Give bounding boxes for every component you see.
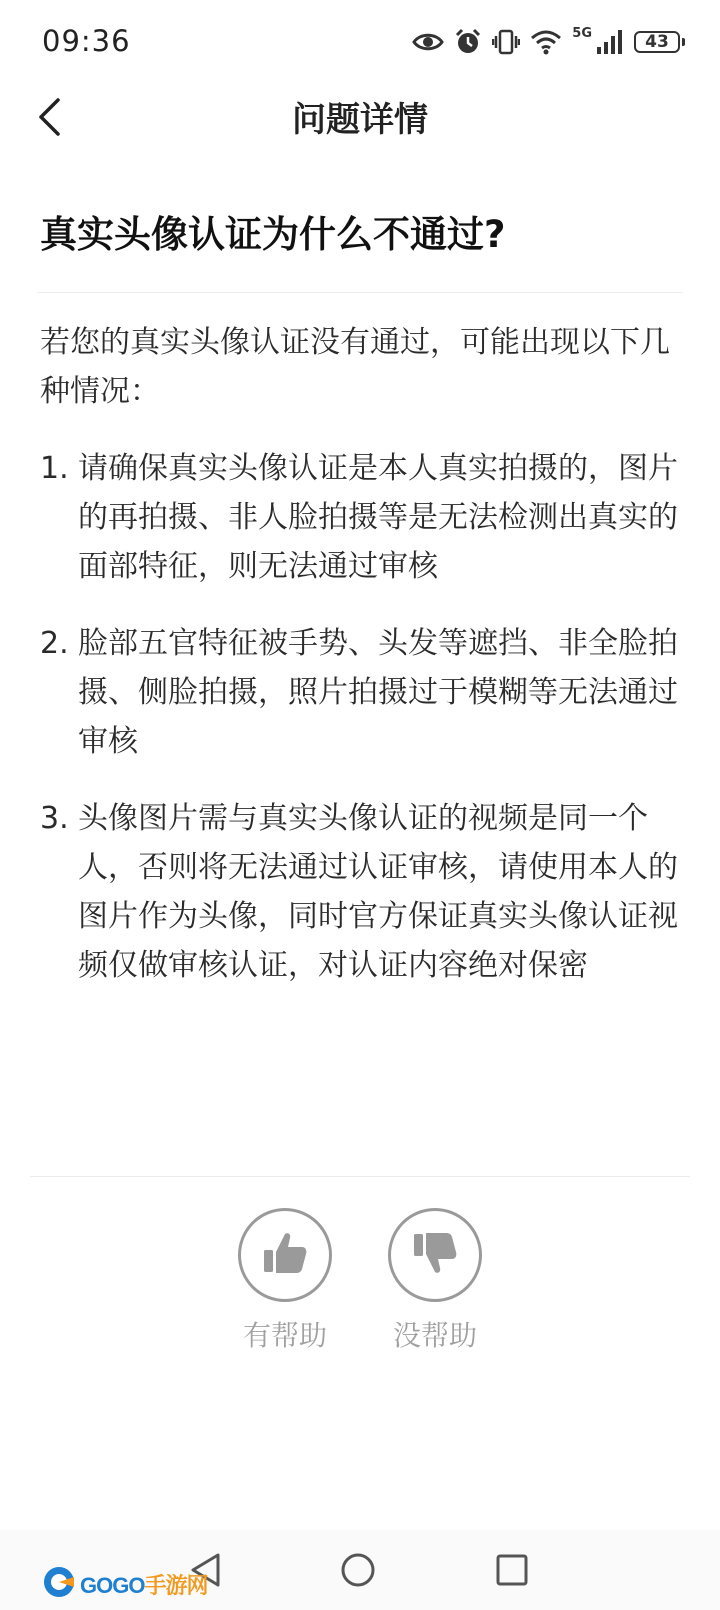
divider <box>38 292 682 293</box>
list-item <box>40 794 680 990</box>
battery-icon: 43 <box>634 31 680 53</box>
list-item-text: 头像图片需与真实头像认证的视频是同一个人，否则将无法通过认证审核，请使用本人的图片作为头像，同时官方保证真实头像认证视频仅做审核认证，对认证内容绝对保密 <box>78 801 678 983</box>
wifi-icon <box>530 29 562 55</box>
page-title: 问题详情 <box>292 100 428 140</box>
helpful-label: 有帮助 <box>242 1319 327 1352</box>
square-recents-icon <box>495 1553 529 1591</box>
not-helpful-label: 没帮助 <box>392 1319 477 1352</box>
cellular-signal-icon <box>596 29 624 55</box>
watermark-logo <box>42 1566 207 1602</box>
status-bar <box>0 0 720 84</box>
answer-intro: 若您的真实头像认证没有通过，可能出现以下几种情况： <box>40 325 670 409</box>
list-item <box>40 444 680 591</box>
network-type-label: 5G <box>572 25 592 41</box>
not-helpful-circle[interactable] <box>388 1208 482 1302</box>
list-item-number: 1. <box>40 451 69 486</box>
helpful-circle[interactable] <box>238 1208 332 1302</box>
list-item-number: 3. <box>40 801 69 836</box>
list-item-text: 脸部五官特征被手势、头发等遮挡、非全脸拍摄、侧脸拍摄，照片拍摄过于模糊等无法通过审核 <box>78 626 678 759</box>
list-item-text: 请确保真实头像认证是本人真实拍摄的，图片的再拍摄、非人脸拍摄等是无法检测出真实的面部特征，则无法通过审核 <box>78 451 678 584</box>
answer-list <box>40 444 680 990</box>
watermark-brand: GOGO <box>80 1572 145 1598</box>
alarm-icon <box>454 28 482 56</box>
question-title: 真实头像认证为什么不通过? <box>40 213 506 256</box>
header <box>0 84 720 154</box>
thumbs-down-icon <box>411 1230 459 1280</box>
divider <box>30 1176 690 1177</box>
eye-icon <box>412 31 444 53</box>
watermark-text <box>80 1569 207 1600</box>
circle-home-icon <box>340 1552 376 1592</box>
not-helpful-button[interactable] <box>388 1208 482 1354</box>
status-icons <box>412 24 680 60</box>
helpful-button[interactable] <box>238 1208 332 1354</box>
gogo-logo-icon <box>42 1565 76 1603</box>
list-item-number: 2. <box>40 626 69 661</box>
watermark-brand-suffix: 手游网 <box>144 1572 208 1598</box>
status-time: 09:36 <box>42 24 131 58</box>
list-item <box>40 619 680 766</box>
nav-home-button[interactable] <box>334 1548 382 1596</box>
vibrate-icon <box>492 28 520 56</box>
thumbs-up-icon <box>261 1230 309 1280</box>
nav-recents-button[interactable] <box>488 1548 536 1596</box>
answer-content <box>40 318 680 990</box>
